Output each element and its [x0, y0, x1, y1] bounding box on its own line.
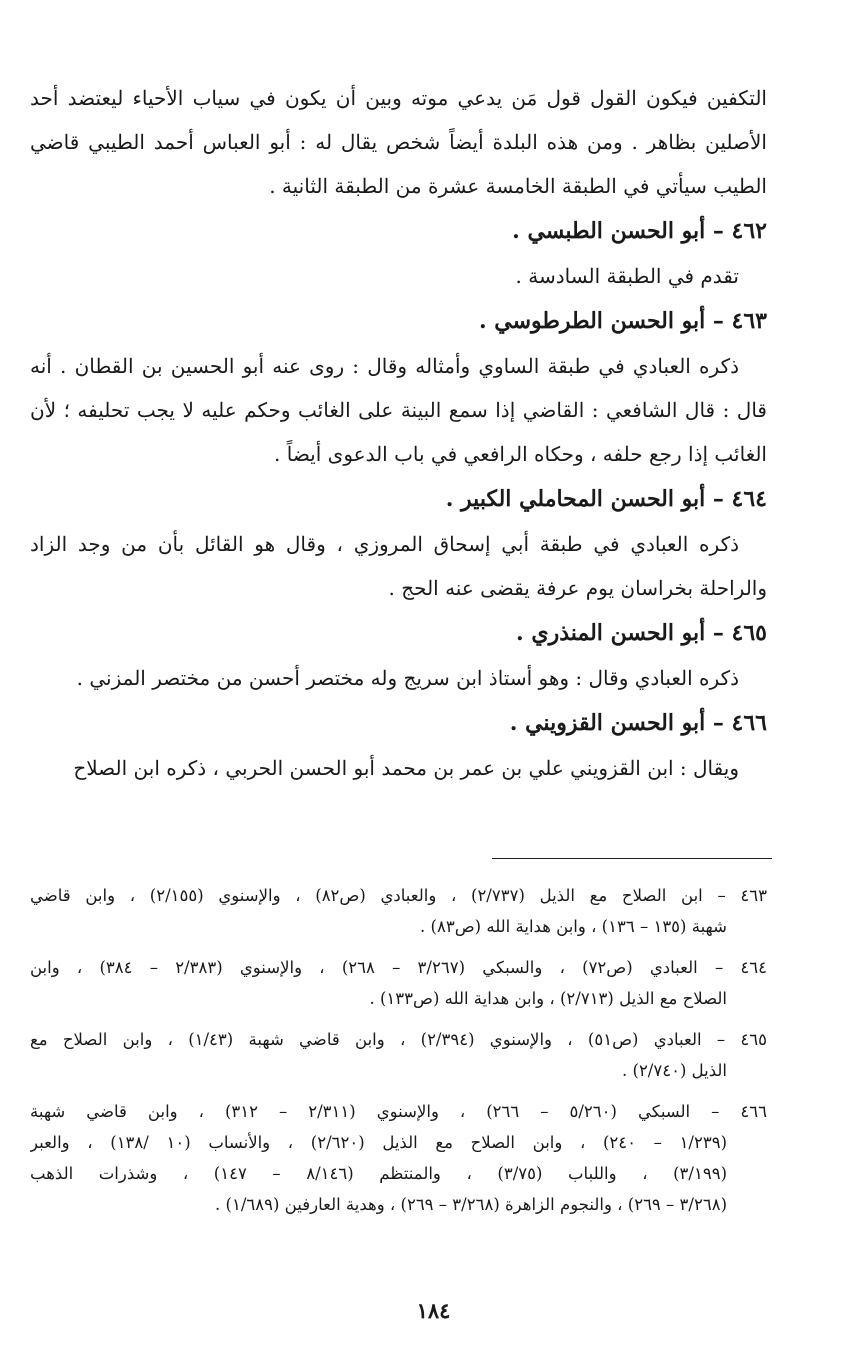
footnote-466: ٤٦٦ – السبكي (٥/٢٦٠ – ٢٦٦) ، والإسنوي (٢/٣١١ – ٣١٢) ، وابن قاضي شهبة	[30, 1102, 767, 1121]
entry-text-463: ذكره العبادي في طبقة الساوي وأمثاله وقال : روى عنه أبو الحسين بن القطان . أنه	[30, 354, 739, 378]
entry-heading-464: ٤٦٤ – أبو الحسن المحاملي الكبير .	[445, 486, 767, 512]
entry-heading-465: ٤٦٥ – أبو الحسن المنذري .	[516, 620, 767, 646]
entry-text-463: قال : قال الشافعي : القاضي إذا سمع البينة على الغائب وحكم عليه لا يجب تحليفه ؛ لأن	[30, 398, 767, 422]
body-line: الأصلين بظاهر . ومن هذه البلدة أيضاً شخص يقال له : أبو العباس أحمد الطيبي قاضي	[30, 130, 767, 154]
footnote-465: الذيل (٢/٧٤٠) .	[622, 1061, 727, 1080]
entry-text-464: والراحلة بخراسان يوم عرفة يقضى عنه الحج .	[388, 576, 767, 600]
footnote-464: الصلاح مع الذيل (٢/٧١٣) ، وابن هداية الله (ص١٣٣) .	[369, 989, 727, 1008]
footnote-465: ٤٦٥ – العبادي (ص٥١) ، والإسنوي (٢/٣٩٤) ، وابن قاضي شهبة (١/٤٣) ، وابن الصلاح مع	[30, 1030, 767, 1049]
footnote-463: ٤٦٣ – ابن الصلاح مع الذيل (٢/٧٣٧) ، والعبادي (ص٨٢) ، والإسنوي (٢/١٥٥) ، وابن قاضي	[30, 886, 767, 905]
footnote-466: (٣/٢٦٨ – ٢٦٩) ، والنجوم الزاهرة (٣/٢٦٨ – ٢٦٩) ، وهدية العارفين (١/٦٨٩) .	[215, 1195, 727, 1214]
body-line: الطيب سيأتي في الطبقة الخامسة عشرة من الطبقة الثانية .	[269, 174, 767, 198]
entry-heading-463: ٤٦٣ – أبو الحسن الطرطوسي .	[478, 308, 767, 334]
footnotes	[30, 880, 767, 1220]
body-line: التكفين فيكون القول قول مَن يدعي موته وبين أن يكون في سياب الأحياء ليعتضد أحد	[30, 86, 767, 110]
entry-text-462: تقدم في الطبقة السادسة .	[515, 264, 739, 288]
entry-heading-466: ٤٦٦ – أبو الحسن القزويني .	[509, 710, 767, 736]
entry-text-465: ذكره العبادي وقال : وهو أستاذ ابن سريج وله مختصر أحسن من مختصر المزني .	[76, 666, 739, 690]
footnote-463: شهبة (١٣٥ – ١٣٦) ، وابن هداية الله (ص٨٣) .	[420, 917, 727, 936]
entry-text-464: ذكره العبادي في طبقة أبي إسحاق المروزي ، وقال هو القائل بأن من وجد الزاد	[30, 532, 739, 556]
footnote-466: (٣/١٩٩) ، واللباب (٣/٧٥) ، والمنتظم (٨/١٤٦ – ١٤٧) ، وشذرات الذهب	[30, 1164, 727, 1183]
entry-text-466: ويقال : ابن القزويني علي بن عمر بن محمد أبو الحسن الحربي ، ذكره ابن الصلاح	[73, 756, 739, 780]
entry-text-463: الغائب إذا رجع حلفه ، وحكاه الرافعي في باب الدعوى أيضاً .	[274, 442, 767, 466]
footnote-divider	[492, 858, 772, 859]
footnote-466: (١/٢٣٩ – ٢٤٠) ، وابن الصلاح مع الذيل (٢/٦٢٠) ، والأنساب (١٠ /١٣٨) ، والعبر	[30, 1133, 728, 1152]
page-number: ١٨٤	[416, 1298, 451, 1323]
footnote-464: ٤٦٤ – العبادي (ص٧٢) ، والسبكي (٣/٢٦٧ – ٢٦٨) ، والإسنوي (٢/٣٨٣ – ٣٨٤) ، وابن	[30, 958, 767, 977]
entry-heading-462: ٤٦٢ – أبو الحسن الطبسي .	[512, 218, 767, 244]
main-text	[30, 76, 767, 790]
